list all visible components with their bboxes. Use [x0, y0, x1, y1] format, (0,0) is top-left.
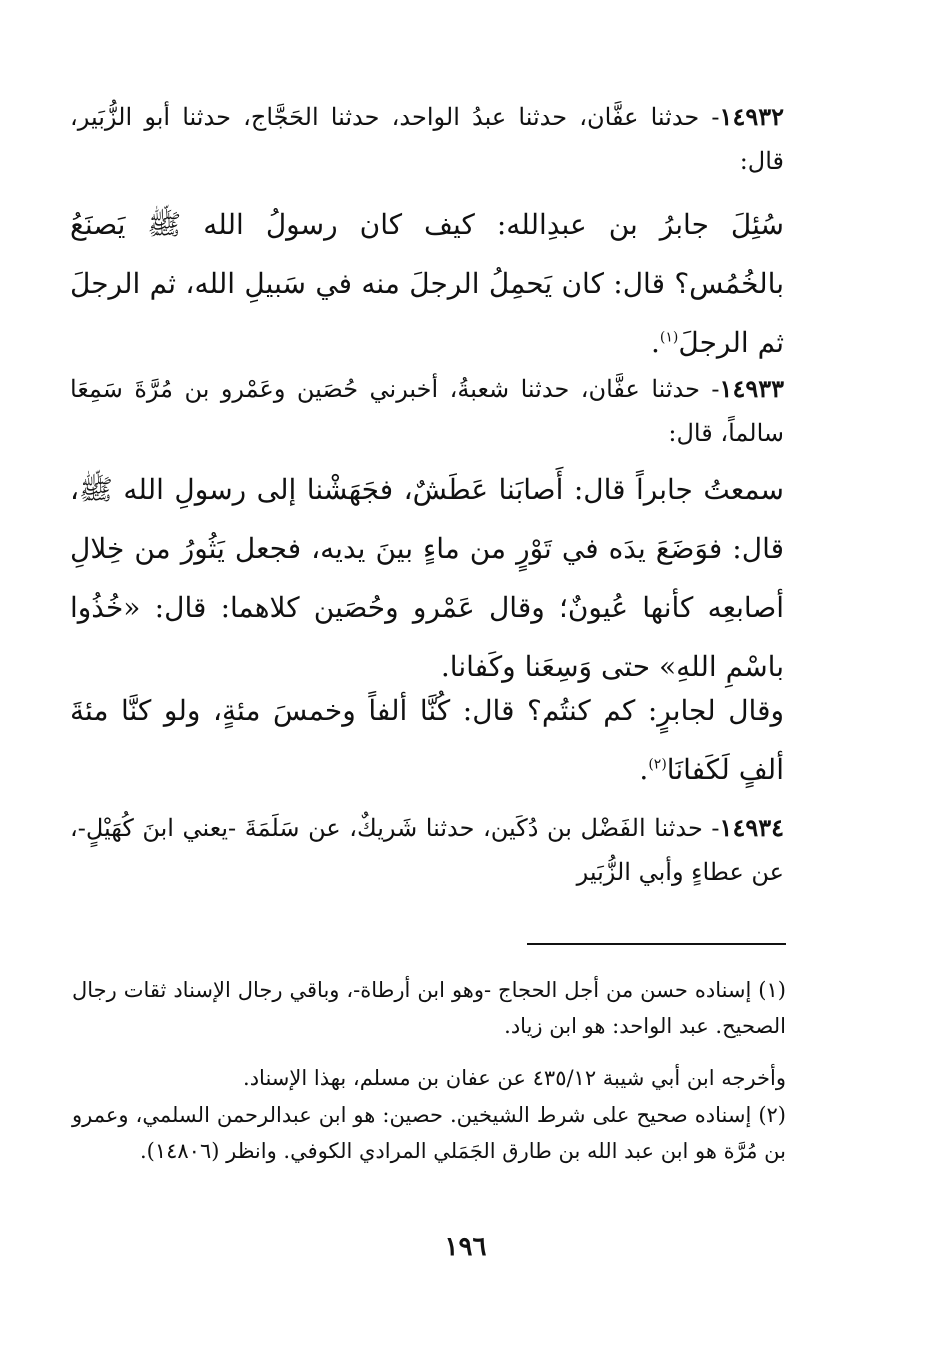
sentence-end: .	[651, 326, 660, 359]
footnote-1: (١) إسناده حسن من أجل الحجاج -وهو ابن أرطاة-، وباقي رجال الإسناد ثقات رجال الصحيح. عبد الواحد: هو ابن زياد.	[72, 978, 786, 1038]
hadith-14934-isnad	[70, 806, 784, 894]
page-number: ١٩٦	[444, 1232, 487, 1262]
isnad-text: - حدثنا عفَّان، حدثنا عبدُ الواحد، حدثنا الحَجَّاج، حدثنا أبو الزُّبَير، قال:	[70, 103, 784, 175]
footnote-divider	[527, 943, 786, 945]
matn-text: وقال لجابرٍ: كم كنتُم؟ قال: كُنَّا ألفاً وخمسَ مئةٍ، ولو كنَّا مئةَ ألفٍ لَكَفانَا	[70, 694, 784, 786]
footnote-reference-1: (١)	[659, 329, 679, 346]
isnad-text: - حدثنا عفَّان، حدثنا شعبةُ، أخبرني حُصَين وعَمْرو بن مُرَّةَ سَمِعَا سالماً، قال:	[70, 375, 784, 447]
hadith-14932-matn	[70, 195, 784, 372]
sentence-end: .	[639, 753, 649, 786]
hadith-number: ١٤٩٣٢	[719, 102, 784, 131]
footnote-2: (٢) إسناده صحيح على شرط الشيخين. حصين: هو ابن عبدالرحمن السلمي، وعمرو بن مُرَّة هو ابن عبد الله بن طارق الجَمَلي المرادي الكوفي. وانظر (١٤٨٠٦).	[72, 1103, 786, 1163]
hadith-14933-matn-1	[70, 460, 784, 696]
hadith-14933-matn-2	[70, 681, 784, 799]
hadith-number: ١٤٩٣٣	[719, 374, 784, 403]
footnote-1-continued: وأخرجه ابن أبي شيبة ٤٣٥/١٢ عن عفان بن مسلم، بهذا الإسناد.	[243, 1066, 786, 1090]
matn-text: سُئِلَ جابرُ بن عبدِالله: كيف كان رسولُ الله ﷺ يَصنَعُ بالخُمُس؟ قال: كان يَحمِلُ الرجلَ منه في سَبيلِ الله، ثم الرجلَ ثم الرجلَ	[70, 208, 784, 359]
isnad-text: - حدثنا الفَضْل بن دُكَين، حدثنا شَريكٌ، عن سَلَمَةَ -يعني ابنَ كُهَيْلٍ-، عن عطاءٍ وأبي الزُّبَير	[70, 814, 784, 886]
hadith-14932-isnad	[70, 95, 784, 183]
hadith-number: ١٤٩٣٤	[719, 813, 784, 842]
footnote-reference-2: (٢)	[648, 756, 667, 773]
hadith-14933-isnad	[70, 367, 784, 455]
matn-text: سمعتُ جابراً قال: أَصابَنا عَطَشٌ، فجَهَشْنا إلى رسولِ الله ﷺ، قال: فوَضَعَ يدَه في تَوْرٍ من ماءٍ بينَ يديه، فجعل يَثُورُ من خِلالِ أصابعِه كأنها عُيونٌ؛ وقال عَمْرو وحُصَين كلاهما: قال: «خُذُوا باسْمِ اللهِ» حتى وَسِعَنا وكَفانا.	[70, 473, 784, 683]
